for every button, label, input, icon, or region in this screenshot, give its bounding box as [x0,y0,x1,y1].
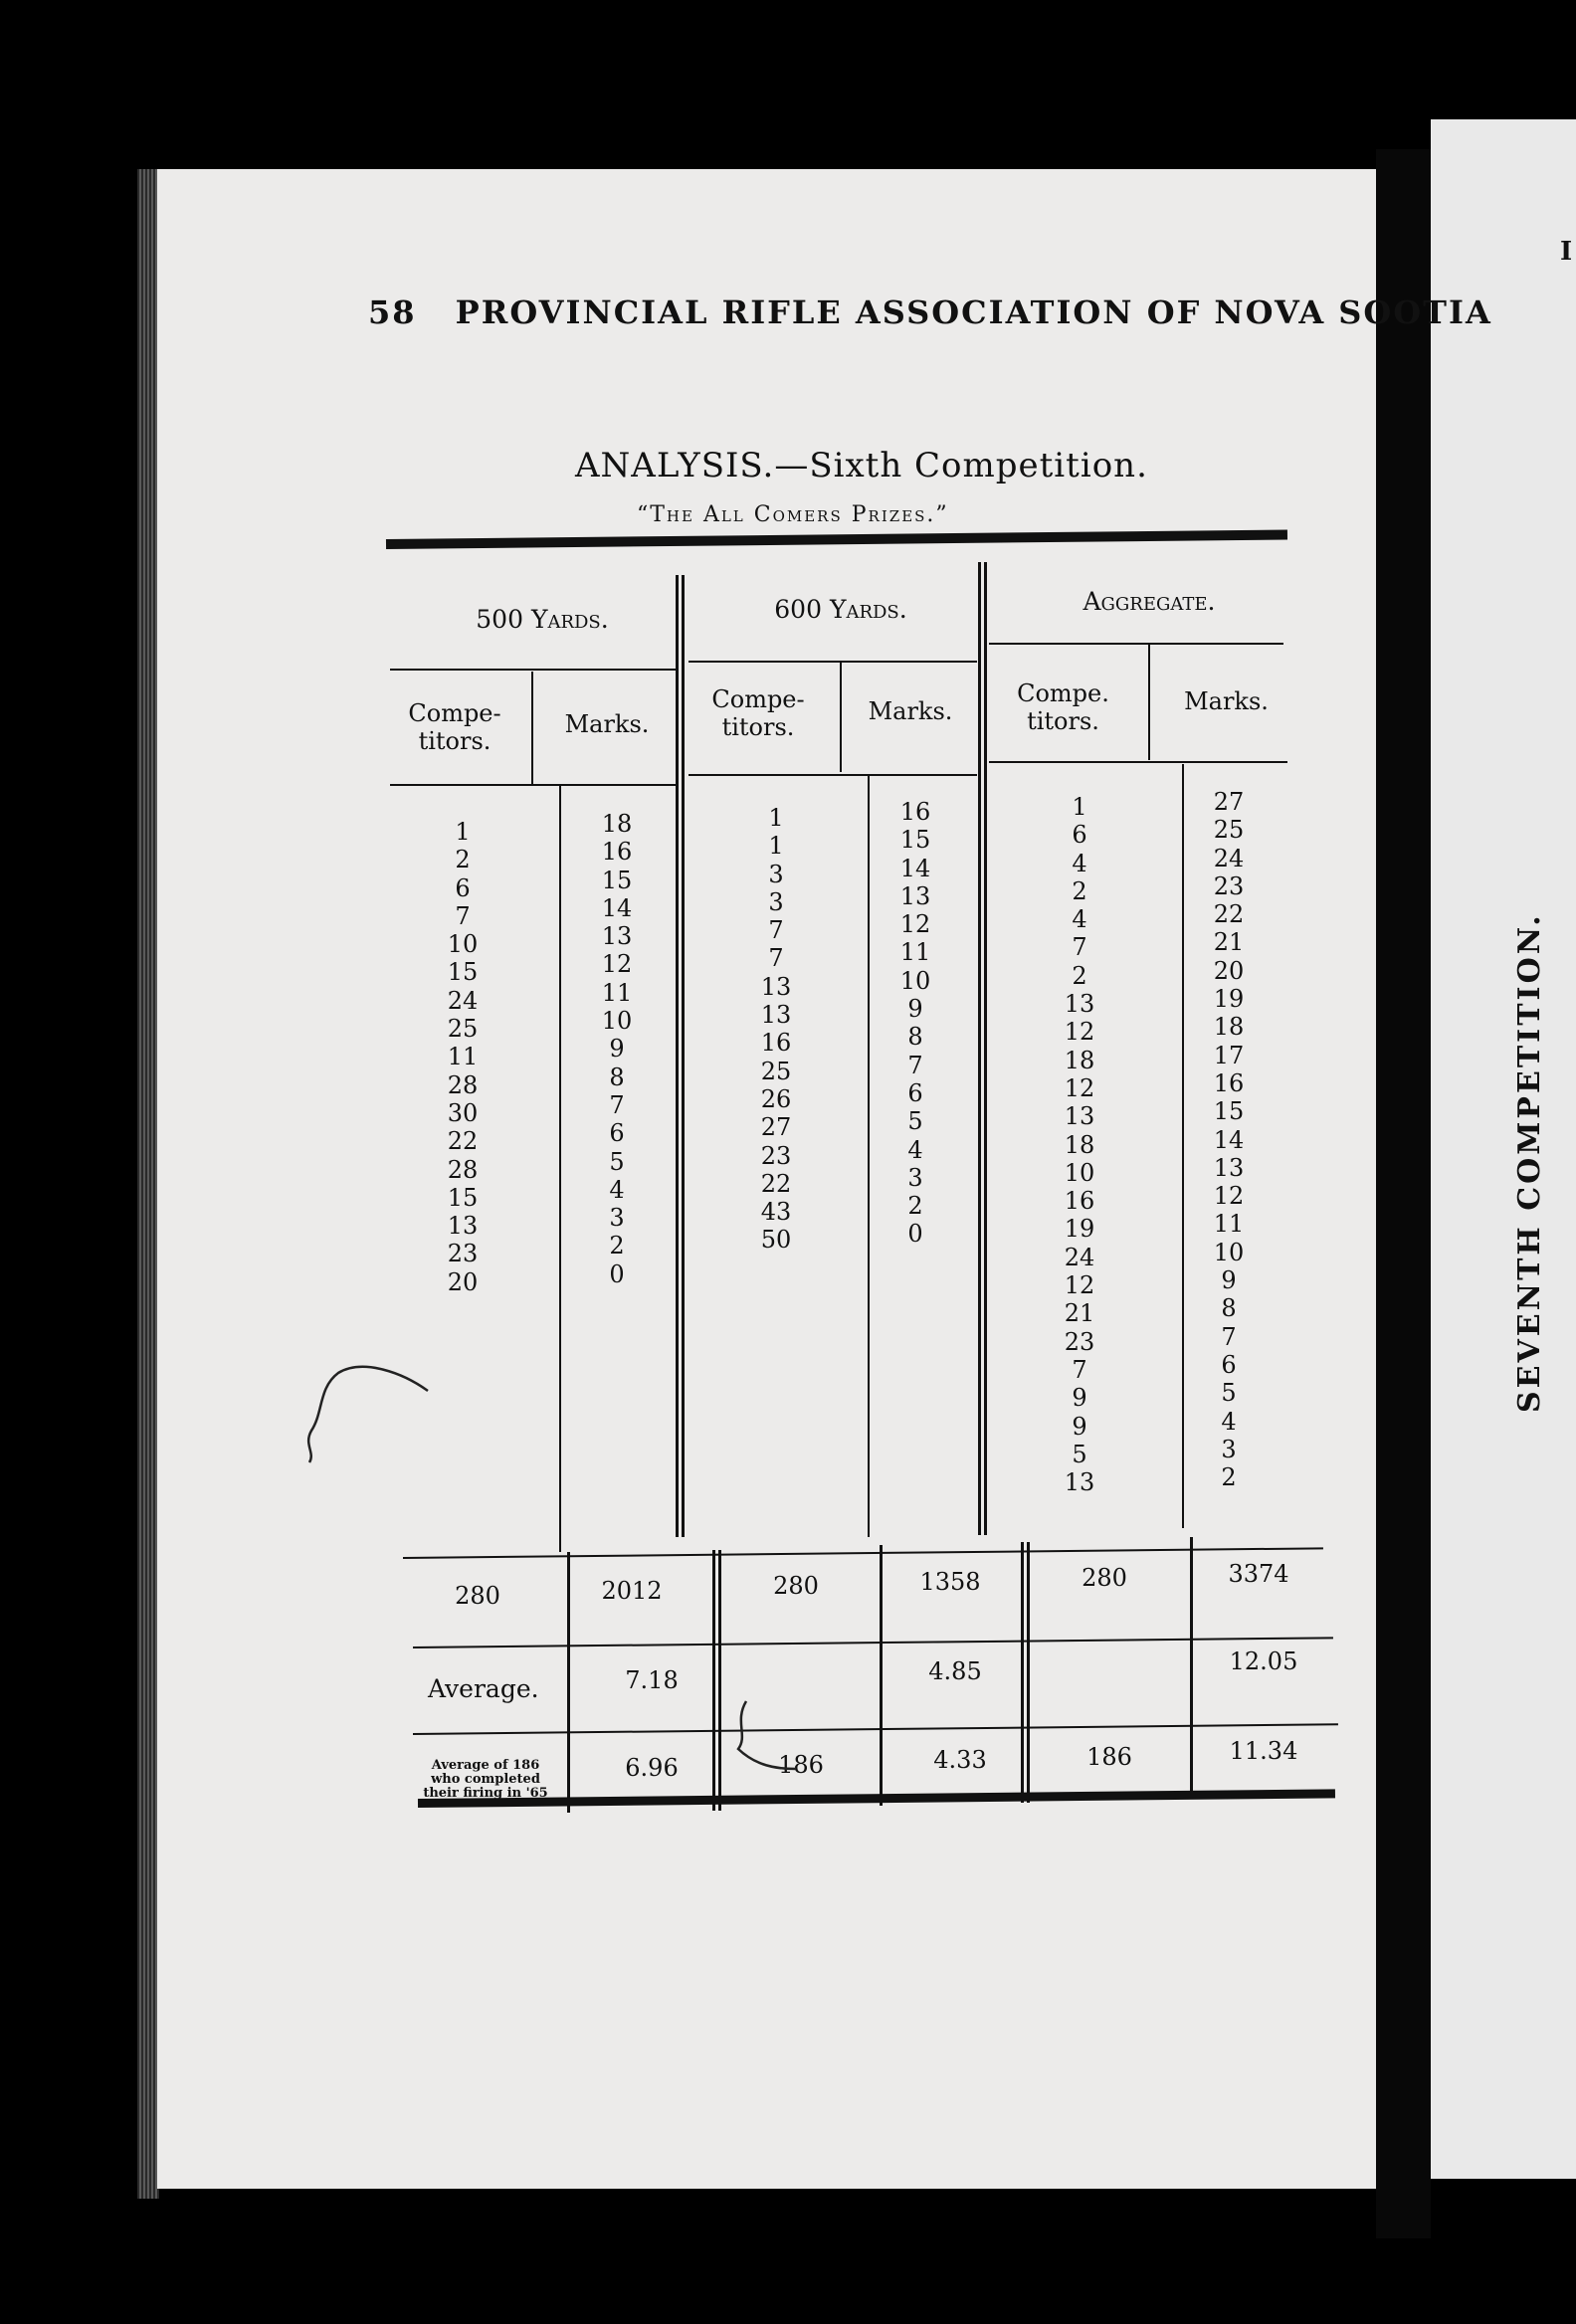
table-cell: 6 [455,873,471,902]
table-cell: 13 [1064,1102,1095,1131]
table-cell: 20 [1213,956,1245,985]
page-subtitle: “The All Comers Prizes.” [637,502,949,527]
total-500-competitors: 280 [455,1582,500,1610]
table-cell: 1 [768,832,784,861]
col-header-500-competitors: Compe- titors. [408,699,501,755]
col-header-600-marks: Marks. [868,697,953,725]
table-cell: 9 [907,995,923,1024]
table-cell: 24 [447,986,479,1015]
table-cell: 43 [760,1198,792,1227]
total-aggregate-marks: 3374 [1228,1560,1289,1588]
average-600-marks: 4.85 [928,1657,982,1685]
table-cell: 1 [455,818,471,846]
table-cell: 7 [907,1051,923,1079]
table-cell: 7 [455,901,471,930]
column-header-rule [689,774,977,776]
vertical-heading-text: SEVENTH COMPETITION. [1512,912,1547,1413]
table-cell: 10 [447,930,479,959]
table-cell: 28 [447,1070,479,1099]
table-cell: 2 [1072,876,1087,905]
table-cell: 12 [601,950,633,979]
table-cell: 12 [1064,1073,1095,1102]
table-cell: 2 [455,846,471,874]
table-cell: 9 [1072,1384,1087,1413]
total-500-marks: 2012 [601,1577,663,1605]
table-cell: 10 [899,966,931,995]
table-cell: 25 [1213,816,1245,845]
table-cell: 3 [768,860,784,888]
table-cell: 17 [1213,1041,1245,1069]
table-cell: 13 [447,1212,479,1241]
completed-aggregate-competitors: 186 [1086,1743,1132,1771]
table-cell: 5 [609,1147,625,1176]
table-cell: 2 [1221,1463,1237,1492]
column-divider [1148,645,1150,760]
average-aggregate-marks: 12.05 [1229,1647,1298,1675]
table-cell: 23 [1064,1327,1095,1356]
table-cell: 2 [1072,961,1087,990]
table-cell: 27 [1213,788,1245,816]
group-divider [984,562,987,1535]
book-gutter [1376,149,1431,2238]
average-500-marks: 7.18 [625,1666,679,1694]
right-page [1431,119,1576,2179]
table-cell: 12 [1064,1018,1095,1047]
group-divider [682,575,685,1537]
table-cell: 8 [1221,1294,1237,1323]
table-cell: 15 [447,1183,479,1212]
table-cell: 16 [1213,1068,1245,1097]
table-cell: 30 [447,1098,479,1127]
column-header-rule [989,761,1287,763]
table-cell: 1 [768,804,784,832]
table-cell: 6 [1221,1350,1237,1379]
group-aggregate: Aggregate. [1083,587,1216,616]
total-600-competitors: 280 [773,1572,819,1600]
table-cell: 15 [447,958,479,987]
col-header-600-competitors: Compe- titors. [711,685,805,741]
table-cell: 16 [1064,1187,1095,1216]
table-cell: 3 [609,1204,625,1233]
subheader-rule [390,669,679,671]
completed-label: Average of 186 who completed their firing in '65 [423,1758,548,1801]
table-cell: 6 [907,1078,923,1107]
group-500-yards: 500 Yards. [476,605,609,634]
table-cell: 4 [1072,849,1087,877]
table-cell: 7 [768,916,784,945]
running-header [368,293,1492,331]
table-cell: 2 [907,1192,923,1221]
page-title: ANALYSIS.—Sixth Competition. [575,446,1148,485]
completed-500-marks: 6.96 [625,1754,679,1782]
table-cell: 50 [760,1226,792,1255]
table-cell: 11 [899,938,931,967]
table-cell: 16 [899,798,931,826]
footer-column-divider [718,1550,721,1811]
col-500-competitors [423,818,502,1296]
table-cell: 4 [609,1175,625,1204]
col-header-aggregate-competitors: Compe. titors. [1017,679,1109,735]
table-cell: 18 [1213,1013,1245,1042]
table-cell: 13 [760,1001,792,1030]
table-cell: 12 [1213,1182,1245,1211]
table-cell: 16 [601,838,633,867]
table-cell: 22 [1213,900,1245,929]
table-cell: 4 [907,1135,923,1164]
table-cell: 4 [1072,905,1087,934]
table-cell: 10 [1064,1158,1095,1187]
table-cell: 7 [609,1090,625,1119]
table-cell: 18 [1064,1046,1095,1074]
table-cell: 1 [1072,793,1087,821]
table-cell: 24 [1213,844,1245,872]
table-cell: 6 [1072,821,1087,850]
table-cell: 19 [1064,1215,1095,1244]
col-500-marks [577,810,657,1288]
table-cell: 5 [1221,1379,1237,1408]
column-divider [840,661,842,772]
completed-600-competitors: 186 [778,1751,824,1779]
col-600-marks [876,798,955,1249]
footer-column-divider [1190,1537,1193,1798]
col-600-competitors [736,804,816,1255]
right-page-edge-letter: I [1560,237,1573,267]
column-divider [559,786,561,1552]
footer-column-divider [712,1550,715,1811]
table-cell: 16 [760,1029,792,1058]
table-cell: 7 [1221,1322,1237,1351]
table-cell: 18 [1064,1130,1095,1159]
footer-column-divider [1027,1542,1030,1803]
table-cell: 14 [899,854,931,882]
table-cell: 15 [899,826,931,855]
running-title: PROVINCIAL RIFLE ASSOCIATION OF NOVA SOOTIA [455,293,1492,331]
table-cell: 7 [1072,1355,1087,1384]
table-cell: 8 [907,1023,923,1052]
table-cell: 3 [768,887,784,916]
table-cell: 23 [760,1141,792,1170]
table-cell: 0 [609,1259,625,1288]
table-cell: 22 [447,1127,479,1156]
table-cell: 8 [609,1063,625,1091]
subheader-rule [689,661,977,663]
table-cell: 24 [1064,1243,1095,1271]
table-cell: 9 [609,1035,625,1064]
table-cell: 10 [601,1007,633,1036]
average-label: Average. [428,1674,539,1703]
table-cell: 10 [1213,1238,1245,1266]
table-cell: 21 [1213,928,1245,957]
table-cell: 20 [447,1267,479,1296]
table-cell: 2 [609,1232,625,1260]
table-cell: 11 [447,1043,479,1071]
table-cell: 18 [601,810,633,838]
column-divider [1182,764,1184,1528]
footer-column-divider [880,1545,883,1806]
column-divider [868,776,870,1537]
pencil-scribble-mark [294,1353,443,1472]
footer-column-divider [1021,1542,1024,1803]
total-600-marks: 1358 [919,1568,981,1596]
table-cell: 27 [760,1113,792,1142]
table-cell: 26 [760,1084,792,1113]
table-cell: 6 [609,1119,625,1148]
column-divider [531,672,533,786]
table-cell: 19 [1213,985,1245,1014]
table-cell: 12 [1064,1271,1095,1300]
table-cell: 25 [447,1015,479,1044]
col-aggregate-marks [1189,788,1269,1491]
table-cell: 21 [1064,1299,1095,1328]
col-aggregate-competitors [1040,793,1119,1496]
table-cell: 7 [768,944,784,973]
table-cell: 5 [1072,1440,1087,1468]
subheader-rule [989,643,1283,645]
table-cell: 15 [1213,1097,1245,1126]
table-cell: 14 [601,893,633,922]
table-cell: 13 [1213,1153,1245,1182]
group-600-yards: 600 Yards. [774,595,907,624]
column-header-rule [390,784,679,786]
table-cell: 7 [1072,933,1087,962]
pencil-bracket-mark [726,1691,806,1781]
table-cell: 5 [907,1107,923,1136]
completed-aggregate-marks: 11.34 [1229,1737,1298,1765]
table-cell: 11 [1213,1210,1245,1239]
table-cell: 13 [760,972,792,1001]
table-cell: 23 [1213,872,1245,900]
table-cell: 3 [1221,1435,1237,1463]
table-cell: 22 [760,1169,792,1198]
book-edge [137,169,159,2199]
table-cell: 4 [1221,1407,1237,1436]
table-cell: 13 [601,922,633,951]
table-cell: 23 [447,1240,479,1268]
col-header-500-marks: Marks. [564,710,650,738]
footer-column-divider [567,1552,570,1813]
table-cell: 13 [1064,1468,1095,1497]
table-cell: 13 [1064,990,1095,1019]
table-cell: 13 [899,881,931,910]
table-cell: 9 [1072,1412,1087,1441]
table-cell: 0 [907,1220,923,1249]
completed-600-marks: 4.33 [933,1746,987,1774]
col-header-aggregate-marks: Marks. [1184,687,1269,715]
table-cell: 12 [899,910,931,939]
table-cell: 11 [601,978,633,1007]
table-cell: 15 [601,866,633,894]
total-aggregate-competitors: 280 [1082,1564,1127,1592]
table-cell: 9 [1221,1266,1237,1295]
table-cell: 28 [447,1155,479,1184]
table-cell: 3 [907,1163,923,1192]
page-number: 58 [368,293,417,331]
table-cell: 14 [1213,1125,1245,1154]
table-cell: 25 [760,1057,792,1085]
